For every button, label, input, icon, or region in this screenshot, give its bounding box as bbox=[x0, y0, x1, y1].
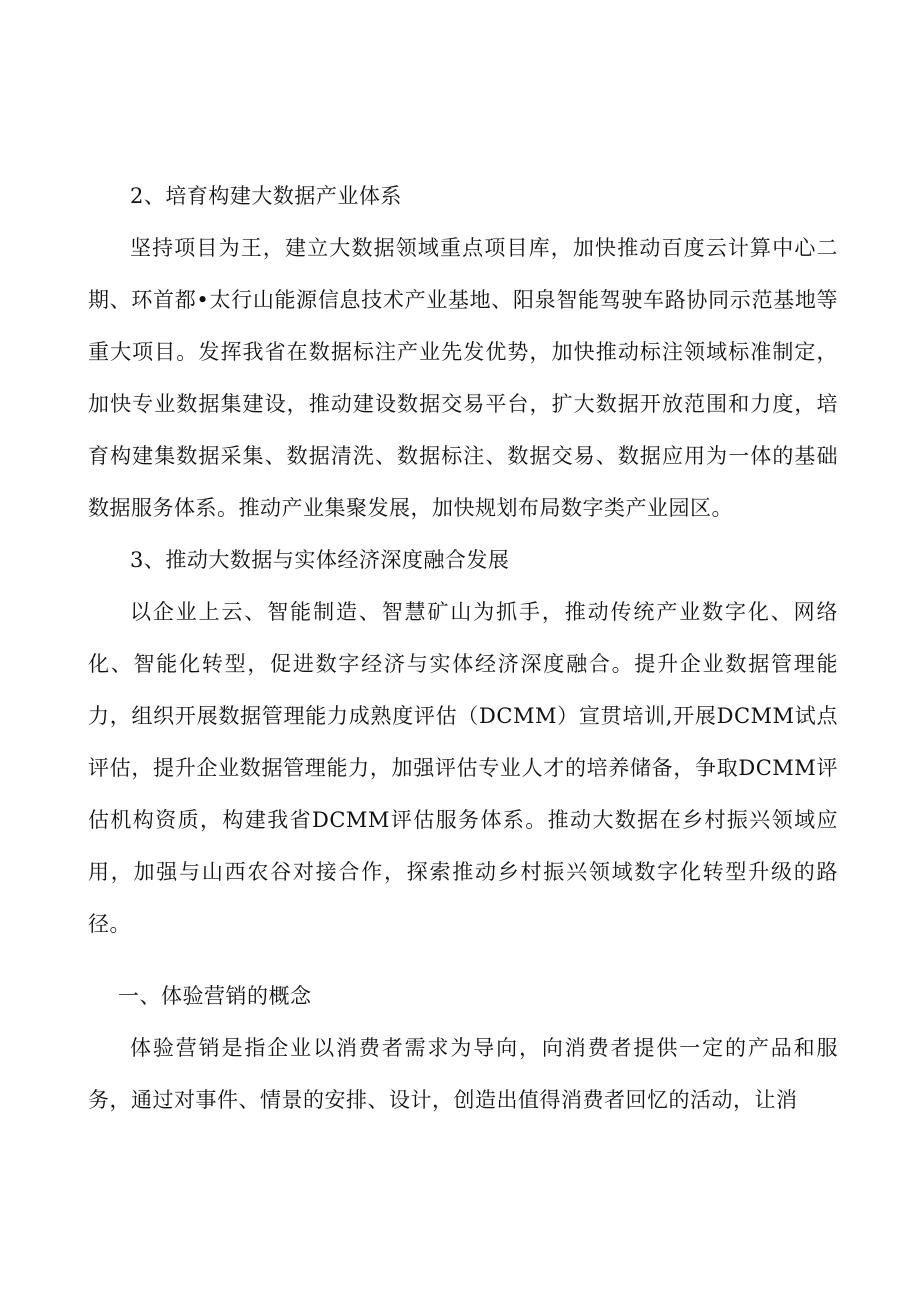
heading-big-data-real-economy: 3、推动大数据与实体经济深度融合发展 bbox=[130, 548, 510, 572]
paragraph-big-data-industry-system: 坚持项目为王，建立大数据领域重点项目库，加快推动百度云计算中心二期、环首都•太行山能源信息技术产业基地、阳泉智能驾驶车路协同示范基地等重大项目。发挥我省在数据标注产业先发优势，加快推动标注领域标准制定，加快专业数据集建设，推动建设数据交易平台，扩大数据开放范围和力度，培育构建集数据采集、数据清洗、数据标注、数据交易、数据应用为一体的基础数据服务体系。推动产业集聚发展，加快规划布局数字类产业园区。 bbox=[88, 236, 838, 520]
section-title-experience-marketing: 一、体验营销的概念 bbox=[118, 984, 312, 1008]
heading-cultivate-big-data-industry: 2、培育构建大数据产业体系 bbox=[130, 184, 402, 208]
paragraph-big-data-real-economy: 以企业上云、智能制造、智慧矿山为抓手，推动传统产业数字化、网络化、智能化转型，促进数字经济与实体经济深度融合。提升企业数据管理能力，组织开展数据管理能力成熟度评估（DCMM）宣贯培训,开展DCMM试点评估，提升企业数据管理能力，加强评估专业人才的培养储备，争取DCMM评估机构资质，构建我省DCMM评估服务体系。推动大数据在乡村振兴领域应用，加强与山西农谷对接合作，探索推动乡村振兴领域数字化转型升级的路径。 bbox=[88, 600, 838, 936]
paragraph-experience-marketing: 体验营销是指企业以消费者需求为导向，向消费者提供一定的产品和服务，通过对事件、情景的安排、设计，创造出值得消费者回忆的活动，让消 bbox=[88, 1036, 838, 1112]
document-body bbox=[88, 170, 838, 1126]
